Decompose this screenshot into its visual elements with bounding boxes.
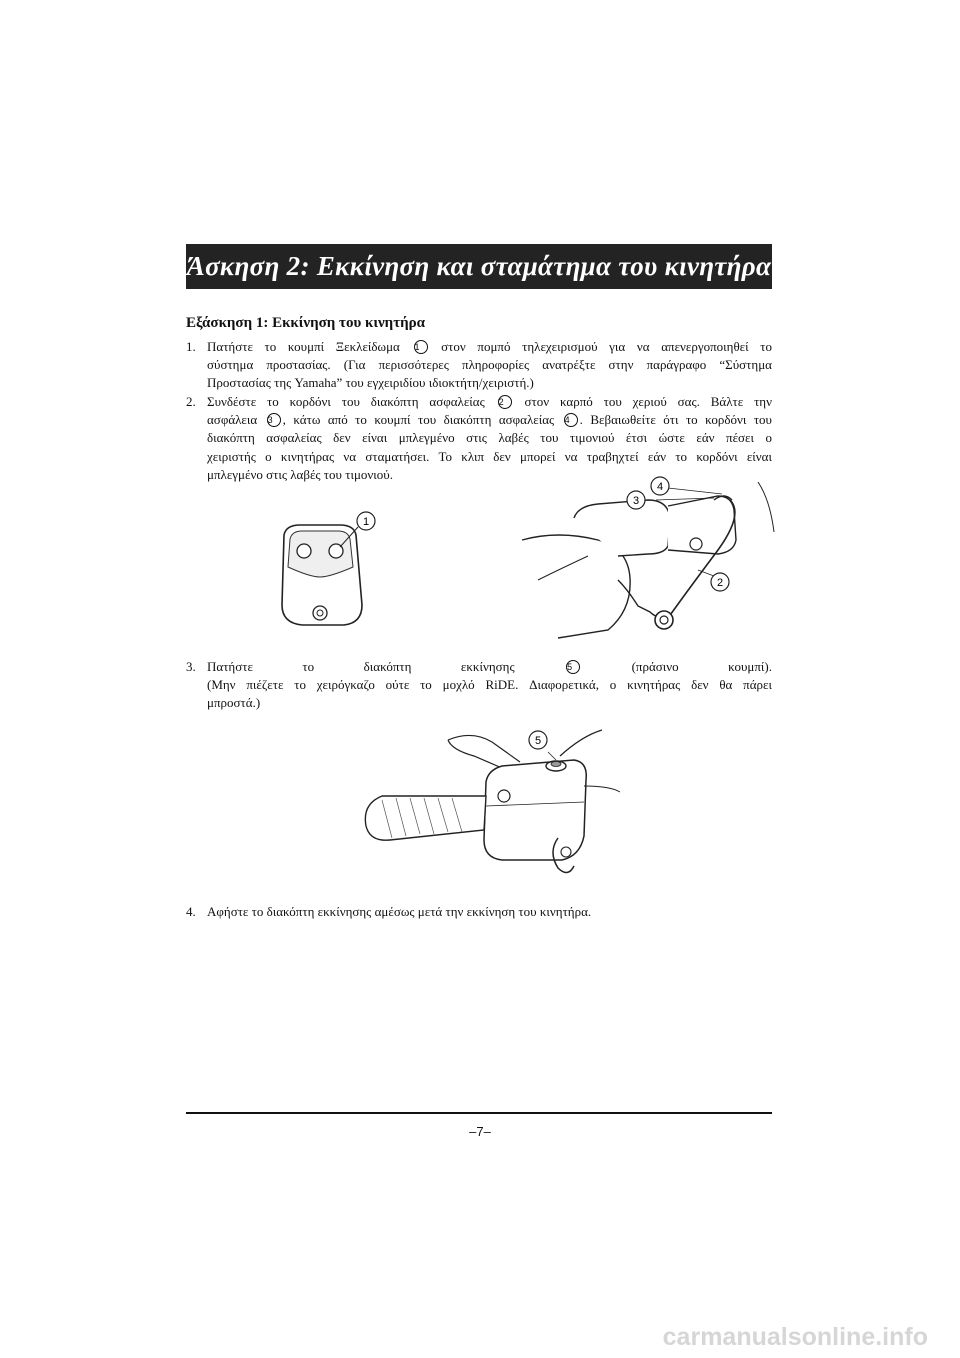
text-line: [207, 356, 772, 374]
start-switch-figure: [352, 726, 622, 896]
step-1: [186, 338, 772, 393]
step-number: 3.: [186, 659, 196, 674]
text-line: [207, 393, 772, 411]
text-line: [207, 903, 772, 921]
text-run: μπροστά.): [207, 695, 261, 711]
reference-number: 4: [564, 413, 578, 427]
step-3: [186, 658, 772, 713]
text-line: [207, 411, 772, 429]
step-number: 2.: [186, 394, 196, 409]
reference-number: 5: [566, 660, 580, 674]
callout-1-label: 1: [362, 516, 370, 528]
reference-number: 1: [414, 340, 428, 354]
text-run: Πατήστε το κουμπί Ξεκλείδωμα: [207, 339, 412, 354]
remote-transmitter-figure: [270, 505, 390, 635]
page-number: –7–: [469, 1124, 491, 1139]
practice-heading: Εξάσκηση 1: Εκκίνηση του κινητήρα: [186, 315, 426, 331]
reference-number: 3: [267, 413, 281, 427]
text-run: . Βεβαιωθείτε ότι το κορδόνι του: [579, 412, 772, 428]
svg-text:5: 5: [534, 735, 542, 747]
text-run: (Μην πιέζετε το χειρόγκαζο ούτε το μοχλό RiDE. Διαφορετικά, ο κινητήρας δεν θα πάρει: [207, 677, 772, 693]
text-run: στον καρπό του χεριού σας. Βάλτε την: [513, 394, 772, 409]
lock-button-icon: [297, 544, 311, 558]
text-run: (πράσινο κουμπί).: [582, 659, 772, 674]
step-text: [207, 658, 772, 713]
svg-text:4: 4: [656, 481, 664, 493]
banner-title: Άσκηση 2: Εκκίνηση και σταμάτημα του κινητήρα: [186, 251, 772, 281]
text-run: μπλεγμένο στις λαβές του τιμονιού.: [207, 466, 393, 482]
text-line: [207, 338, 772, 356]
step-text: [207, 903, 772, 921]
step-text: [207, 338, 772, 393]
text-run: Αφήστε το διακόπτη εκκίνησης αμέσως μετά την εκκίνηση του κινητήρα.: [207, 904, 592, 919]
text-line: [207, 448, 772, 466]
text-line: [207, 676, 772, 694]
text-run: Συνδέστε το κορδόνι του διακόπτη ασφαλείας: [207, 394, 496, 409]
handlebar-lanyard-figure: [518, 470, 780, 640]
svg-text:2: 2: [716, 577, 724, 589]
reference-number: 2: [498, 395, 512, 409]
text-run: , κάτω από το κουμπί του διακόπτη ασφαλείας: [282, 412, 562, 428]
text-run: στον πομπό τηλεχειρισμού για να απενεργοποιηθεί το: [429, 339, 772, 354]
text-run: ασφάλεια: [207, 412, 265, 428]
watermark: carmanualsonline.info: [662, 1323, 928, 1351]
text-line: [207, 374, 772, 392]
text-run: Πατήστε το διακόπτη εκκίνησης: [207, 659, 565, 674]
footer-rule: [186, 1112, 772, 1114]
text-line: [207, 694, 772, 712]
step-number: 4.: [186, 904, 196, 919]
text-line: [207, 658, 772, 676]
step-4: [186, 903, 772, 921]
svg-text:3: 3: [632, 495, 640, 507]
text-run: διακόπτη ασφαλείας δεν είναι μπλεγμένο στις λαβές του τιμονιού έτσι ώστε εάν πέσει ο: [207, 430, 772, 446]
text-run: σύστημα προστασίας. (Για περισσότερες πληροφορίες ανατρέξτε στην παράγραφο “Σύστημα: [207, 357, 772, 373]
text-run: Προστασίας της Yamaha” του εγχειριδίου ιδιοκτήτη/χειριστή.): [207, 375, 534, 391]
text-run: χειριστής ο κινητήρας να σταματήσει. Το κλιπ δεν μπορεί να τραβηχτεί εάν το κορδόνι είναι: [207, 448, 772, 464]
text-line: [207, 429, 772, 447]
section-banner: [186, 244, 772, 289]
step-number: 1.: [186, 339, 196, 354]
